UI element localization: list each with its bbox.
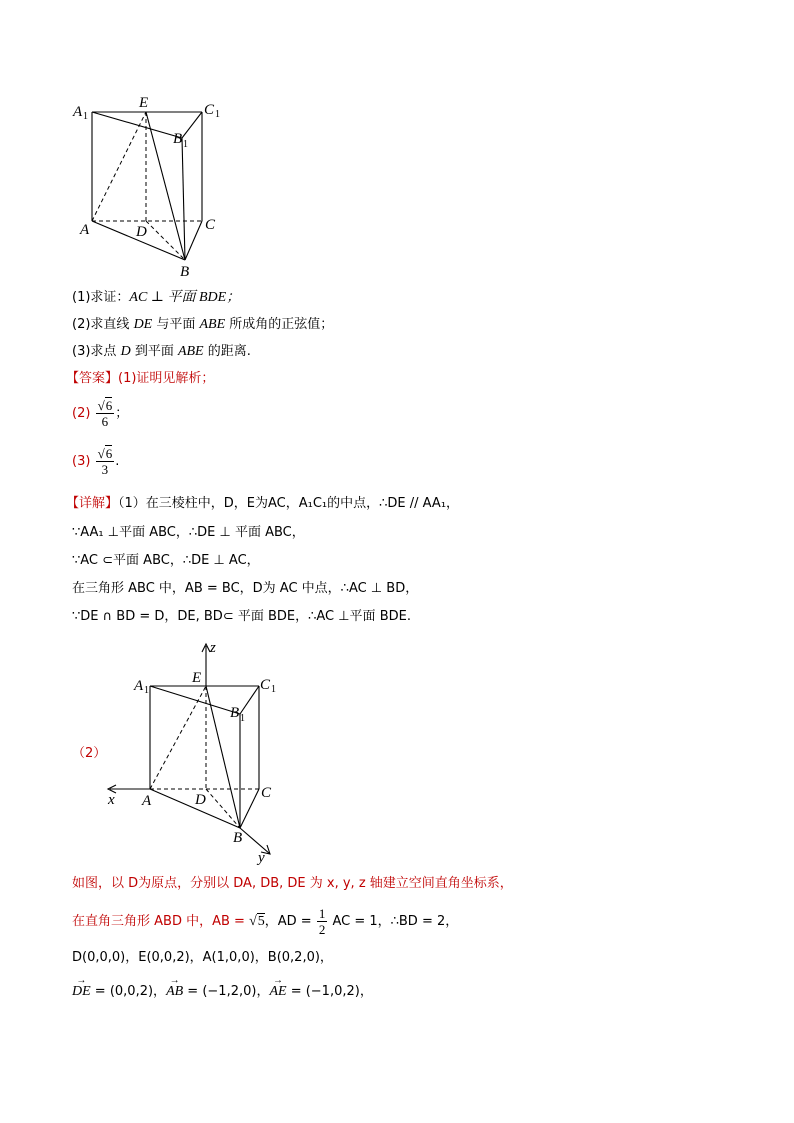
edge-bb1 — [182, 138, 185, 260]
label2-b: B — [233, 830, 243, 846]
label2-b1-sub: 1 — [240, 713, 245, 724]
detail-line-4: 在三角形 ABC 中，AB = BC，D为 AC 中点，∴AC ⊥ BD， — [72, 581, 419, 596]
answer-line-2: (2) $\frac{√6}{6}$ ； — [72, 398, 129, 429]
vector-ab: → AB — [166, 982, 183, 1002]
part-2-line-3: D(0,0,0)，E(0,0,2)，A(1,0,0)，B(0,2,0)， — [72, 950, 333, 965]
prism-figure-2 — [100, 636, 300, 866]
label2-a1: A — [134, 678, 144, 694]
label-c: C — [205, 217, 216, 233]
edge-b1c1 — [182, 112, 202, 138]
edge2-a1b1 — [150, 686, 240, 714]
answer-line-3: (3) $\frac{√6}{3}$ . — [72, 446, 120, 477]
label-a: A — [80, 222, 90, 238]
prism-svg-2 — [100, 636, 300, 866]
edge2-bc — [240, 789, 259, 828]
edge-a1b1 — [92, 112, 182, 138]
label-e: E — [139, 95, 149, 111]
label2-a: A — [142, 793, 152, 809]
detail-line-3: ∵AC ⊂平面 ABC，∴DE ⊥ AC， — [72, 553, 260, 568]
answer-3-fraction: $\frac{√6}{3}$ — [97, 446, 113, 477]
edge-db-dashed — [146, 221, 185, 260]
label2-d: D — [195, 792, 206, 808]
vector-de: → DE — [72, 982, 91, 1002]
detail-tag: 【详解】 — [66, 496, 119, 511]
label2-c: C — [261, 785, 272, 801]
label-a1-sub: 1 — [83, 111, 88, 122]
label2-c1-sub: 1 — [271, 684, 276, 695]
label2-x: x — [108, 792, 115, 808]
label2-c1: C — [260, 677, 271, 693]
label2-a1-sub: 1 — [144, 685, 149, 696]
part-2-fraction: $\frac{1}{2}$ — [318, 906, 326, 937]
axis-y — [240, 828, 270, 854]
edge-bc — [185, 221, 202, 260]
label2-y: y — [258, 850, 265, 866]
label2-z: z — [210, 640, 216, 656]
question-1-expr: AC ⊥ 平面 BDE； — [129, 290, 241, 305]
part-2-line-2: 在直角三角形 ABD 中，AB = √5，AD = $\frac{1}{2}$ AC = 1，∴BD = 2， — [72, 906, 459, 937]
prism-figure-1 — [70, 90, 230, 280]
question-2: (2)求直线 DE 与平面 ABE 所成角的正弦值； — [72, 317, 334, 332]
label-c1: C — [204, 102, 215, 118]
part-2-line-1: 如图，以 D为原点，分别以 DA, DB, DE 为 x, y, z 轴建立空间直角坐标系， — [72, 876, 513, 891]
label-a1: A — [73, 104, 83, 120]
edge2-b1c1 — [240, 686, 259, 714]
edge2-ae-dashed — [150, 686, 206, 789]
question-1: (1)求证：AC ⊥ 平面 BDE； — [72, 290, 241, 305]
label-b1-sub: 1 — [183, 139, 188, 150]
answer-line-1: 【答案】(1)证明见解析； — [66, 371, 215, 386]
label-b1: B — [173, 131, 183, 147]
vector-ae: → AE — [269, 982, 286, 1002]
detail-line-1: 【详解】（1）在三棱柱中，D，E为AC，A₁C₁的中点，∴DE // AA₁， — [66, 496, 460, 511]
label2-b1: B — [230, 705, 240, 721]
detail-line-5: ∵DE ∩ BD = D，DE, BD⊂ 平面 BDE，∴AC ⊥平面 BDE. — [72, 609, 411, 624]
answer-2-fraction: $\frac{√6}{6}$ — [97, 398, 113, 429]
prism-svg-1 — [70, 90, 230, 280]
edge-ae-dashed — [92, 112, 146, 221]
answer-tag: 【答案】 — [66, 371, 119, 386]
label-b: B — [180, 264, 190, 280]
question-3: (3)求点 D 到平面 ABE 的距离. — [72, 344, 251, 359]
detail-line-2: ∵AA₁ ⊥平面 ABC，∴DE ⊥ 平面 ABC， — [72, 525, 305, 540]
label2-e: E — [192, 670, 202, 686]
part-2-label: （2） — [72, 746, 107, 761]
label-c1-sub: 1 — [215, 109, 220, 120]
label-d: D — [136, 224, 147, 240]
part-2-line-4: → DE = (0,0,2)，→ AB = (−1,2,0)，→ AE = (−1,0,2)， — [72, 982, 373, 1002]
